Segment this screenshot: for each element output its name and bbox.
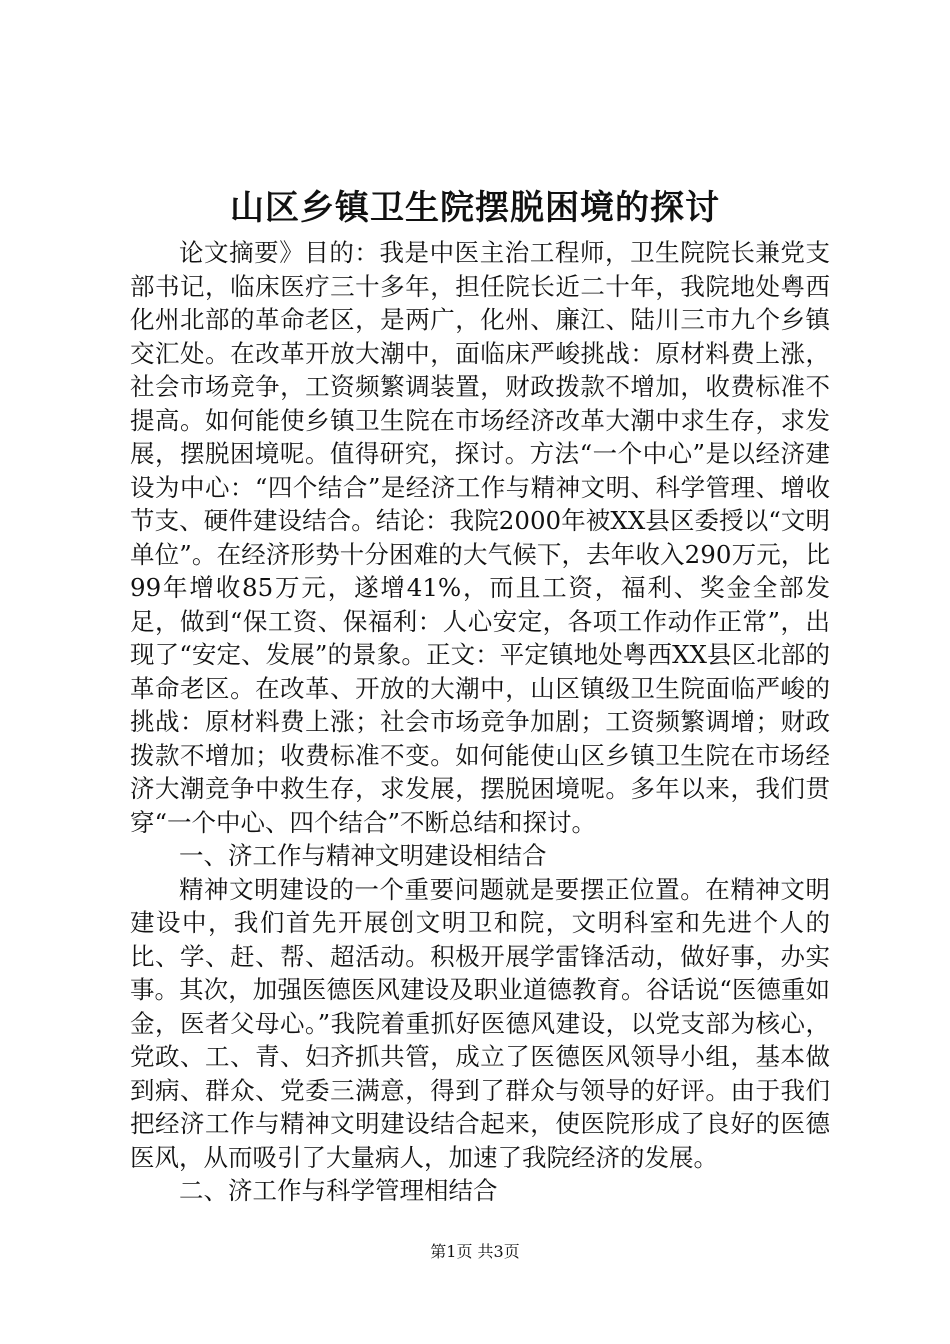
abstract-paragraph: 论文摘要》目的：我是中医主治工程师，卫生院院长兼党支部书记，临床医疗三十多年，担任院长近二十年，我院地处粤西化州北部的革命老区，是两广，化州、廉江、陆川三市九个乡镇交汇处。在改革开放大潮中，面临床严峻挑战：原材料费上涨，社会市场竞争，工资频繁调装置，财政拨款不增加，收费标准不提高。如何能使乡镇卫生院在市场经济改革大潮中求生存，求发展，摆脱困境呢。值得研究，探讨。方法“一个中心”是以经济建设为中心：“四个结合”是经济工作与精神文明、科学管理、增收节支、硬件建设结合。结论：我院2000年被XX县区委授以“文明单位”。在经济形势十分困难的大气候下，去年收入290万元，比99年增收85万元，遂增41%，而且工资，福利、奖金全部发足，做到“保工资、保福利：人心安定，各项工作动作正常”，出现了“安定、发展”的景象。正文：平定镇地处粤西XX县区北部的革命老区。在改革、开放的大潮中，山区镇级卫生院面临严峻的挑战：原材料费上涨；社会市场竞争加剧；工资频繁调增；财政拨款不增加；收费标准不变。如何能使山区乡镇卫生院在市场经济大潮竞争中救生存，求发展，摆脱困境呢。多年以来，我们贯穿“一个中心、四个结合”不断总结和探讨。	[130, 238, 830, 837]
document-body	[130, 236, 830, 1208]
section-heading-1: 一、济工作与精神文明建设相结合	[179, 841, 547, 870]
page-footer: 第1页 共3页	[430, 1242, 520, 1261]
section-heading-2: 二、济工作与科学管理相结合	[179, 1176, 498, 1205]
section-1-paragraph: 精神文明建设的一个重要问题就是要摆正位置。在精神文明建设中，我们首先开展创文明卫和院，文明科室和先进个人的比、学、赶、帮、超活动。积极开展学雷锋活动，做好事，办实事。其次，加强医德医风建设及职业道德教育。谷话说“医德重如金，医者父母心。”我院着重抓好医德风建设，以党支部为核心，党政、工、青、妇齐抓共管，成立了医德医风领导小组，基本做到病、群众、党委三满意，得到了群众与领导的好评。由于我们把经济工作与精神文明建设结合起来，使医院形成了良好的医德医风，从而吸引了大量病人，加速了我院经济的发展。	[130, 874, 830, 1172]
page-title: 山区乡镇卫生院摆脱困境的探讨	[230, 188, 720, 228]
